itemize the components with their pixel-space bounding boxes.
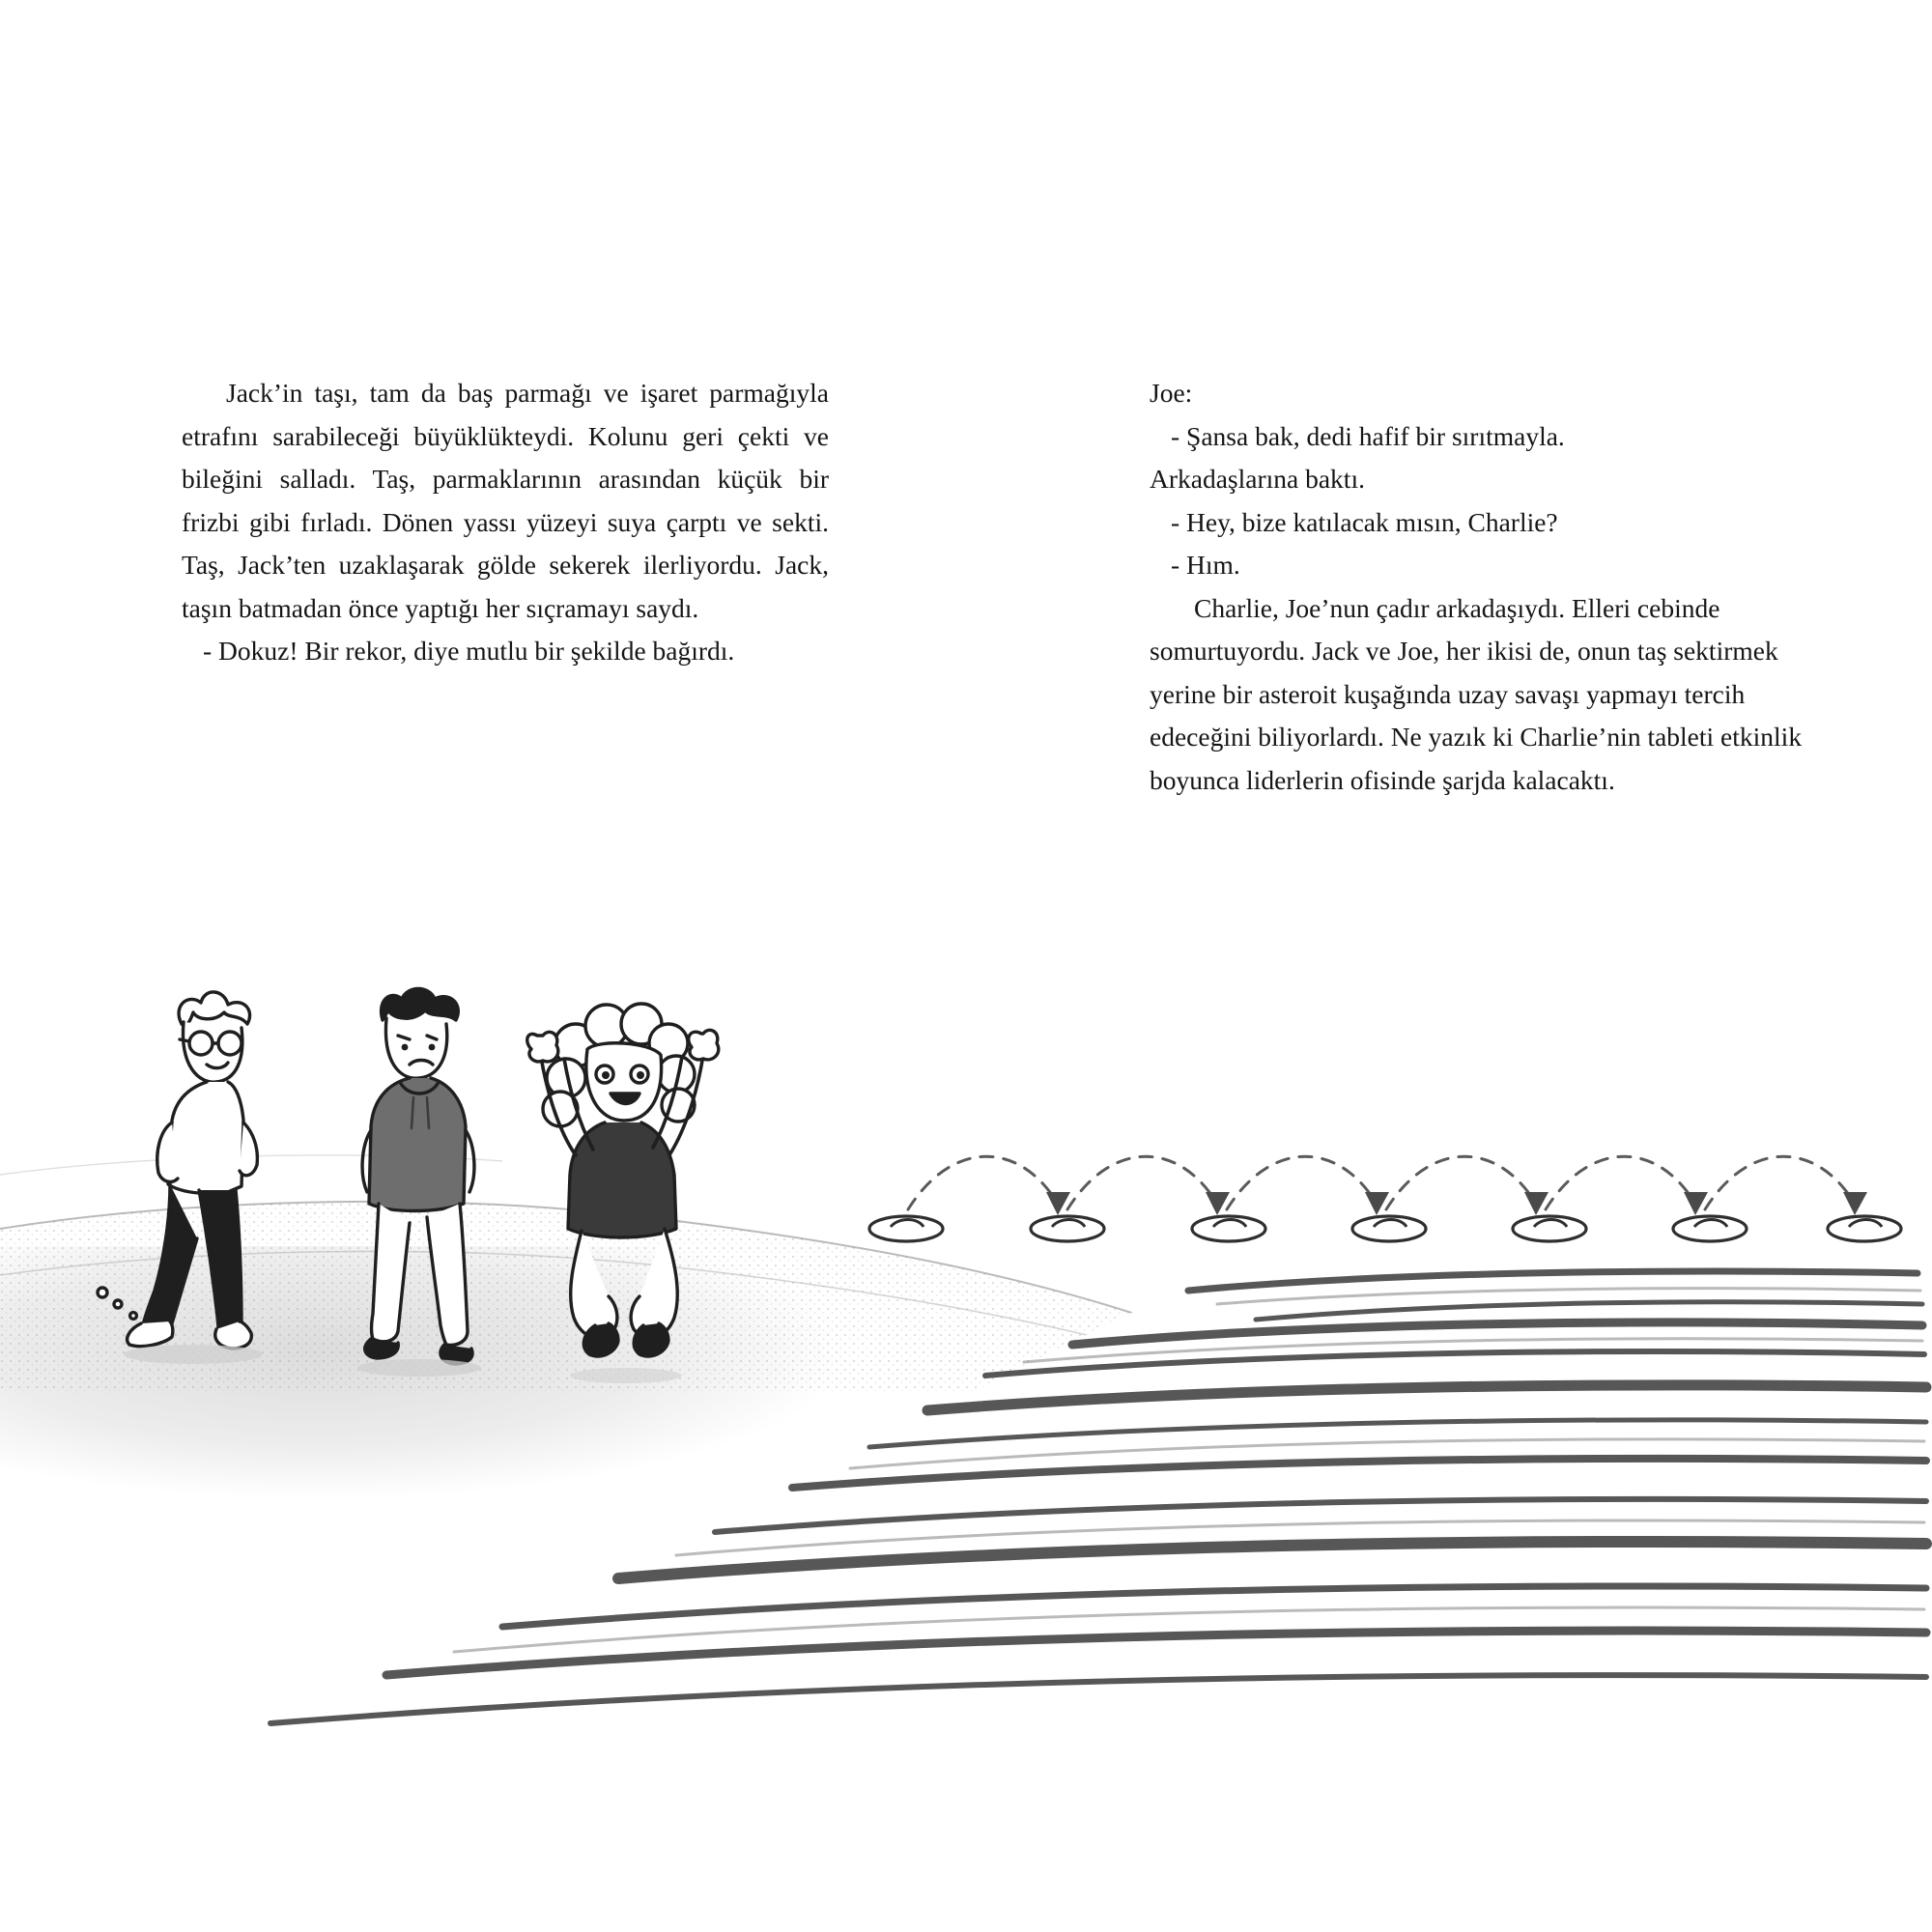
paragraph: - Dokuz! Bir rekor, diye mutlu bir şekilde bağırdı. (203, 636, 735, 667)
paragraph: - Şansa bak, dedi hafif bir sırıtmayla. (1171, 420, 1565, 451)
water-ripples (869, 1216, 1901, 1241)
left-text-column (182, 372, 829, 673)
paragraph: - Hım. (1171, 550, 1240, 581)
paragraph: Jack’in taşı, tam da baş parmağı ve işaret parmağıyla etrafını sarabileceği büyüklükteydi. Kolunu geri çekti ve bileğini salladı. Taş, parmaklarının arasından küçük bir frizbi gibi fırladı. Dönen yassı yüzeyi suya çarptı ve sekti. Taş, Jack’ten uzaklaşarak gölde sekerek ilerliyordu. Jack, taşın batmadan önce yaptığı her sıçramayı saydı. (182, 378, 829, 623)
trajectory-arrowheads (1046, 1192, 1867, 1215)
paragraph: Charlie, Joe’nun çadır arkadaşıydı. Elleri cebinde somurtuyordu. Jack ve Joe, her ikisi de, onun taş sektirmek yerine bir asteroit kuşağında uzay savaşı yapmayı tercih edeceğini biliyorlardı. Ne yazık ki Charlie’nin tableti etkinlik boyunca liderlerin ofisinde şarjda kalacaktı. (1150, 592, 1803, 795)
paragraph: Arkadaşlarına baktı. (1150, 464, 1365, 495)
paragraph: Joe: (1150, 378, 1193, 408)
paragraph: - Hey, bize katılacak mısın, Charlie? (1171, 506, 1558, 537)
right-text-column (1150, 372, 1806, 802)
stone-skip-trajectory (908, 1156, 1855, 1209)
shore-ground-shading (0, 1246, 966, 1536)
